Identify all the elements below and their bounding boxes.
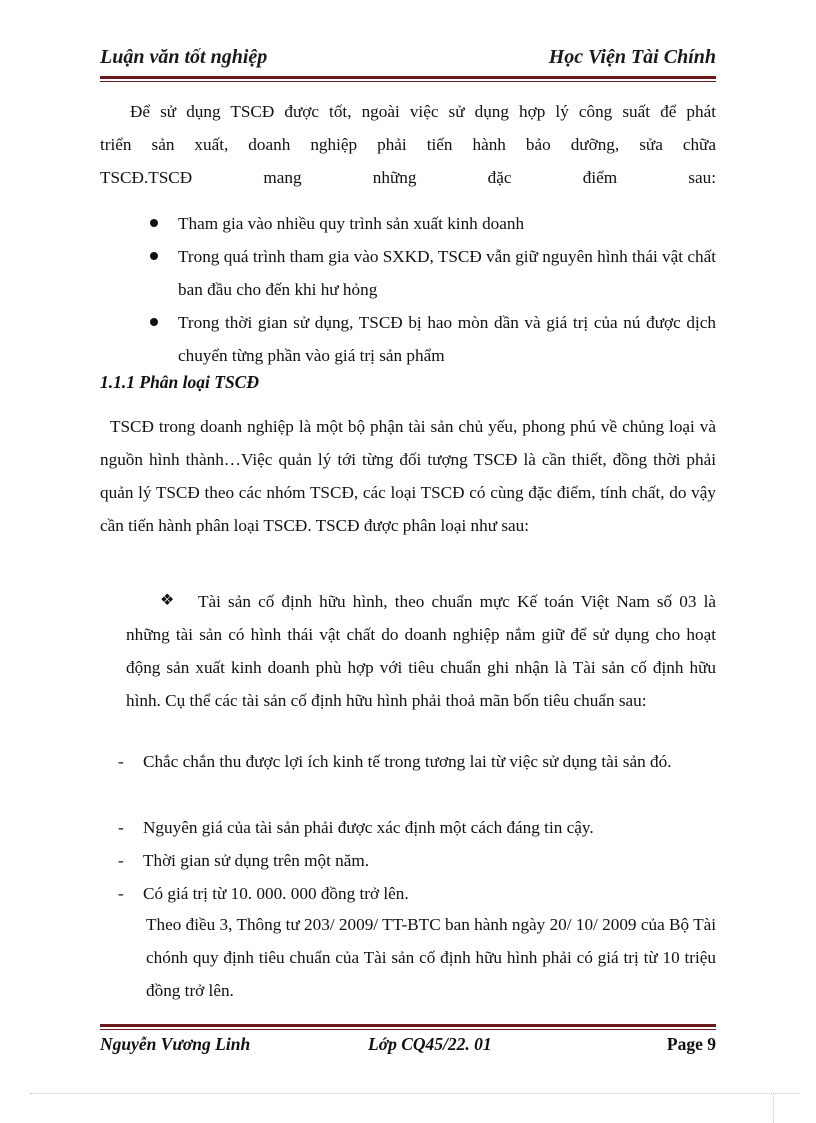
bullet-icon — [150, 219, 158, 227]
bullet-icon — [150, 318, 158, 326]
dash-marker: - — [118, 851, 124, 870]
dash-marker: - — [118, 818, 124, 837]
page-boundary — [30, 1093, 800, 1094]
criterion-text: Chắc chắn thu được lợi ích kinh tế trong tương lai từ việc sử dụng tài sản đó. — [143, 752, 672, 771]
intro-line-3: TSCĐ.TSCĐ mang những đặc điểm sau: — [100, 168, 716, 187]
dash-marker: - — [118, 752, 124, 771]
criterion-text: Thời gian sử dụng trên một năm. — [143, 851, 370, 870]
criterion-text: Nguyên giá của tài sản phải được xác định một cách đáng tin cậy. — [143, 818, 594, 837]
page-boundary-corner — [773, 1093, 774, 1123]
intro-line-1: Để sử dụng TSCĐ được tốt, ngoài việc sử dụng hợp lý công suất để phát — [130, 102, 716, 121]
header-thesis-title: Luận văn tốt nghiệp — [100, 46, 268, 68]
dash-marker: - — [118, 884, 124, 903]
bullet-text: Tham gia vào nhiều quy trình sản xuất kinh doanh — [178, 214, 525, 233]
section-heading: 1.1.1 Phân loại TSCĐ — [100, 372, 259, 392]
page-number: Page 9 — [666, 1034, 716, 1054]
header-institution: Học Viện Tài Chính — [548, 46, 716, 68]
footer-rule — [100, 1024, 716, 1030]
tangible-assets-paragraph: Tài sản cố định hữu hình, theo chuẩn mực Kế toán Việt Nam số 03 là những tài sản có hình thái vật chất do doanh nghiệp nắm giữ để sử dụng cho hoạt động sản xuất kinh doanh phù hợp với tiêu chuẩn ghi nhận là Tài sản cố định hữu hình. Cụ thể các tài sản cố định hữu hình phải thoả mãn bốn tiêu chuẩn sau: — [126, 592, 716, 710]
criterion-text: Có giá trị từ 10. 000. 000 đồng trở lên. — [143, 884, 409, 903]
bullet-text: Trong thời gian sử dụng, TSCĐ bị hao mòn dần và giá trị của nú được dịch chuyển từng phần vào giá trị sản phẩm — [178, 313, 716, 365]
header-rule — [100, 76, 716, 82]
circular-paragraph: Theo điều 3, Thông tư 203/ 2009/ TT-BTC ban hành ngày 20/ 10/ 2009 của Bộ Tài chónh quy định tiêu chuẩn của Tài sản cố định hữu hình phải có giá trị từ 10 triệu đồng trở lên. — [146, 915, 716, 1000]
intro-line-2: triển sản xuất, doanh nghiệp phải tiến hành bảo dưỡng, sửa chữa — [100, 135, 716, 154]
bullet-icon — [150, 252, 158, 260]
diamond-bullet-icon: ❖ — [160, 592, 175, 609]
page-footer — [100, 1034, 716, 1058]
page-header — [100, 46, 716, 74]
bullet-text: Trong quá trình tham gia vào SXKD, TSCĐ vẫn giữ nguyên hình thái vật chất ban đầu cho đến khi hư hỏng — [178, 247, 716, 299]
classification-paragraph: TSCĐ trong doanh nghiệp là một bộ phận tài sản chủ yếu, phong phú về chủng loại và nguồn hình thành…Việc quản lý tới từng đối tượng TSCĐ là cần thiết, đồng thời phải quản lý TSCĐ theo các nhóm TSCĐ, các loại TSCĐ có cùng đặc điểm, tính chất, do vậy cần tiến hành phân loại TSCĐ. TSCĐ được phân loại như sau: — [100, 417, 716, 535]
footer-author: Nguyễn Vương Linh — [100, 1034, 251, 1054]
footer-class: Lớp CQ45/22. 01 — [368, 1034, 492, 1054]
